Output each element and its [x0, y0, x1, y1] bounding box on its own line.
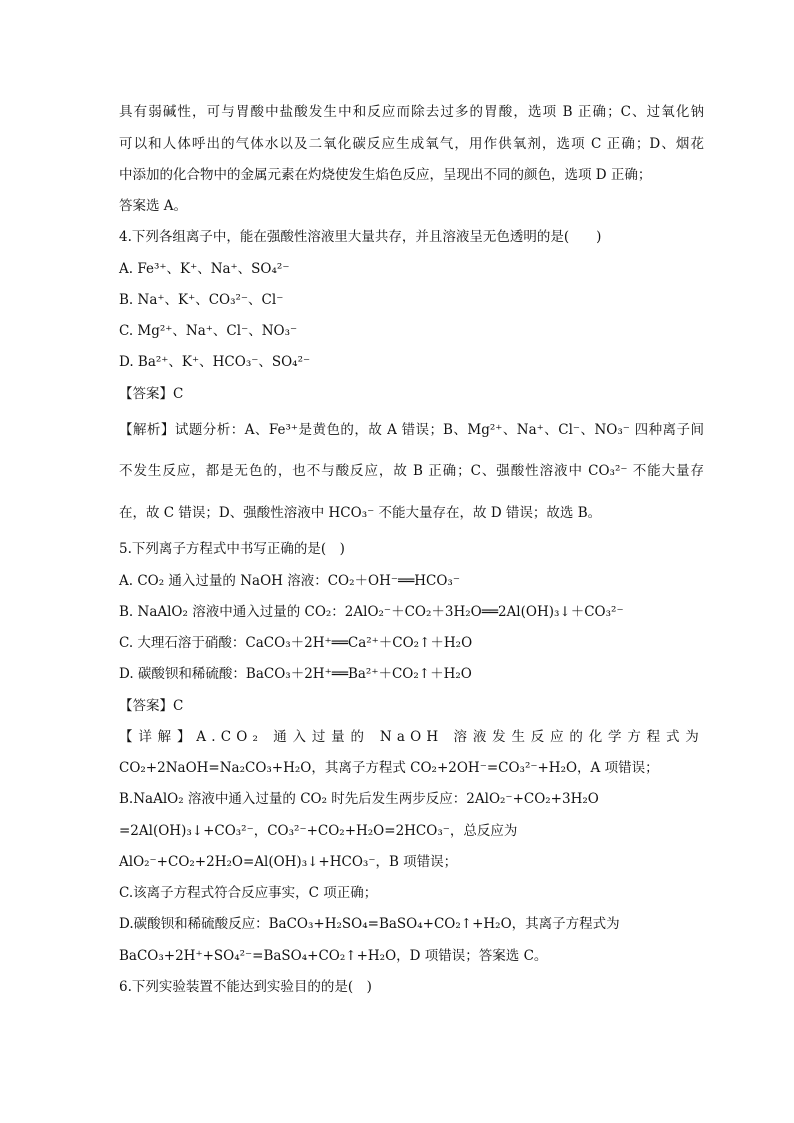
question-5-detail-7: D.碳酸钡和稀硫酸反应：BaCO₃+H₂SO₄=BaSO₄+CO₂↑+H₂O，其离子方程式为	[119, 916, 620, 932]
text-line-1: 具有弱碱性，可与胃酸中盐酸发生中和反应而除去过多的胃酸，选项 B 正确；C、过氧化钠	[119, 104, 704, 120]
question-4-option-a: A. Fe³⁺、K⁺、Na⁺、SO₄²⁻	[119, 261, 290, 277]
question-5-detail-4: =2Al(OH)₃↓+CO₃²⁻，CO₃²⁻+CO₂+H₂O=2HCO₃⁻，总反应为	[119, 823, 518, 839]
question-4-option-d: D. Ba²⁺、K⁺、HCO₃⁻、SO₄²⁻	[119, 354, 311, 370]
question-5-detail-3: B.NaAlO₂ 溶液中通入过量的 CO₂ 时先后发生两步反应：2AlO₂⁻+CO₂+3H₂O	[119, 791, 599, 807]
question-4-option-c: C. Mg²⁺、Na⁺、Cl⁻、NO₃⁻	[119, 323, 298, 339]
question-5-detail-5: AlO₂⁻+CO₂+2H₂O=Al(OH)₃↓+HCO₃⁻，B 项错误；	[119, 854, 458, 870]
text-line-4: 答案选 A。	[119, 198, 188, 214]
question-4-analysis-3: 在，故 C 错误；D、强酸性溶液中 HCO₃⁻ 不能大量存在，故 D 错误；故选 B。	[119, 505, 602, 521]
text-line-2: 可以和人体呼出的气体水以及二氧化碳反应生成氧气，用作供氧剂，选项 C 正确；D、烟花	[119, 136, 704, 152]
question-4-option-b: B. Na⁺、K⁺、CO₃²⁻、Cl⁻	[119, 292, 284, 308]
question-6-stem: 6.下列实验装置不能达到实验目的的是( )	[119, 979, 372, 995]
question-5-detail-8: BaCO₃+2H⁺+SO₄²⁻=BaSO₄+CO₂↑+H₂O，D 项错误；答案选 C。	[119, 948, 548, 964]
question-5-detail-2: CO₂+2NaOH=Na₂CO₃+H₂O，其离子方程式 CO₂+2OH⁻=CO₃²⁻+H₂O，A 项错误；	[119, 760, 659, 776]
question-5-option-b: B. NaAlO₂ 溶液中通入过量的 CO₂：2AlO₂⁻＋CO₂＋3H₂O══2Al(OH)₃↓＋CO₃²⁻	[119, 604, 624, 620]
question-5-detail-1: 【详解】A.CO₂ 通入过量的 NaOH 溶液发生反应的化学方程式为	[119, 729, 704, 745]
question-4-analysis-1: 【解析】试题分析：A、Fe³⁺是黄色的，故 A 错误；B、Mg²⁺、Na⁺、Cl⁻、NO₃⁻ 四种离子间	[119, 422, 704, 438]
question-5-stem: 5.下列离子方程式中书写正确的是( )	[119, 541, 345, 557]
question-4-stem: 4.下列各组离子中，能在强酸性溶液里大量共存，并且溶液呈无色透明的是( )	[119, 229, 602, 245]
question-5-option-c: C. 大理石溶于硝酸：CaCO₃＋2H⁺══Ca²⁺＋CO₂↑＋H₂O	[119, 635, 473, 651]
question-5-detail-6: C.该离子方程式符合反应事实，C 项正确；	[119, 885, 378, 901]
question-5-option-d: D. 碳酸钡和稀硫酸：BaCO₃＋2H⁺══Ba²⁺＋CO₂↑＋H₂O	[119, 666, 472, 682]
question-5-answer: 【答案】C	[119, 698, 184, 714]
question-4-analysis-2: 不发生反应，都是无色的，也不与酸反应，故 B 正确；C、强酸性溶液中 CO₃²⁻ 不能大量存	[119, 463, 704, 479]
question-4-answer: 【答案】C	[119, 386, 184, 402]
question-5-option-a: A. CO₂ 通入过量的 NaOH 溶液：CO₂＋OH⁻══HCO₃⁻	[119, 573, 460, 589]
text-line-3: 中添加的化合物中的金属元素在灼烧使发生焰色反应，呈现出不同的颜色，选项 D 正确；	[119, 167, 652, 183]
